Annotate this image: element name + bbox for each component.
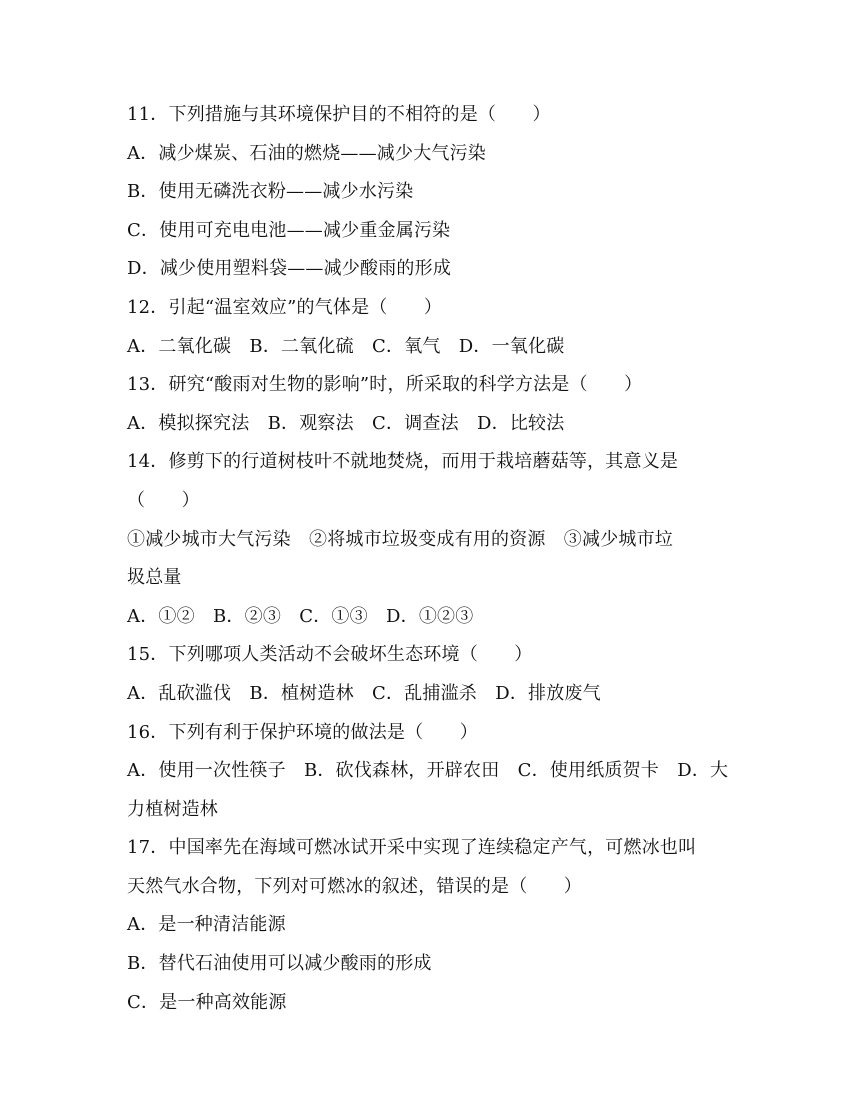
question-17-stem-line-2: 天然气水合物，下列对可燃冰的叙述，错误的是（ ）	[127, 875, 582, 897]
question-17-stem-line-1: 17．中国率先在海域可燃冰试开采中实现了连续稳定产气，可燃冰也叫	[127, 837, 697, 859]
question-11-option-b: B．使用无磷洗衣粉——减少水污染	[127, 181, 414, 203]
question-15-stem: 15．下列哪项人类活动不会破坏生态环境（ ）	[127, 644, 533, 666]
question-13-stem: 13．研究“酸雨对生物的影响”时，所采取的科学方法是（ ）	[127, 374, 643, 396]
question-14-stem-line-1: 14．修剪下的行道树枝叶不就地焚烧，而用于栽培蘑菇等，其意义是	[127, 451, 679, 473]
question-15-options: A．乱砍滥伐 B．植树造林 C．乱捕滥杀 D．排放废气	[127, 682, 601, 704]
question-17-option-a: A．是一种清洁能源	[127, 914, 286, 936]
question-17-option-c: C．是一种高效能源	[127, 991, 287, 1013]
question-11-option-a: A．减少煤炭、石油的燃烧——减少大气污染	[127, 142, 486, 164]
question-17-option-b: B．替代石油使用可以减少酸雨的形成	[127, 953, 432, 975]
question-12-options: A．二氧化碳 B．二氧化硫 C．氧气 D．一氧化碳	[127, 335, 565, 357]
question-14-statements-line-2: 圾总量	[127, 567, 182, 589]
question-16-options-line-2: 力植树造林	[127, 798, 218, 820]
question-text-block	[127, 96, 739, 1022]
question-14-options: A．①② B．②③ C．①③ D．①②③	[127, 605, 474, 627]
question-14-stem-line-2: （ ）	[127, 489, 200, 511]
question-13-options: A．模拟探究法 B．观察法 C．调查法 D．比较法	[127, 412, 565, 434]
question-12-stem: 12．引起“温室效应”的气体是（ ）	[127, 296, 443, 318]
question-11-option-c: C．使用可充电电池——减少重金属污染	[127, 219, 451, 241]
question-11-stem: 11．下列措施与其环境保护目的不相符的是（ ）	[127, 104, 551, 125]
question-16-stem: 16．下列有利于保护环境的做法是（ ）	[127, 721, 478, 743]
question-16-options-line-1: A．使用一次性筷子 B．砍伐森林，开辟农田 C．使用纸质贺卡 D．大	[127, 760, 729, 782]
question-14-statements-line-1: ①减少城市大气污染 ②将城市垃圾变成有用的资源 ③减少城市垃	[127, 528, 673, 550]
question-11-option-d: D．减少使用塑料袋——减少酸雨的形成	[127, 258, 452, 280]
